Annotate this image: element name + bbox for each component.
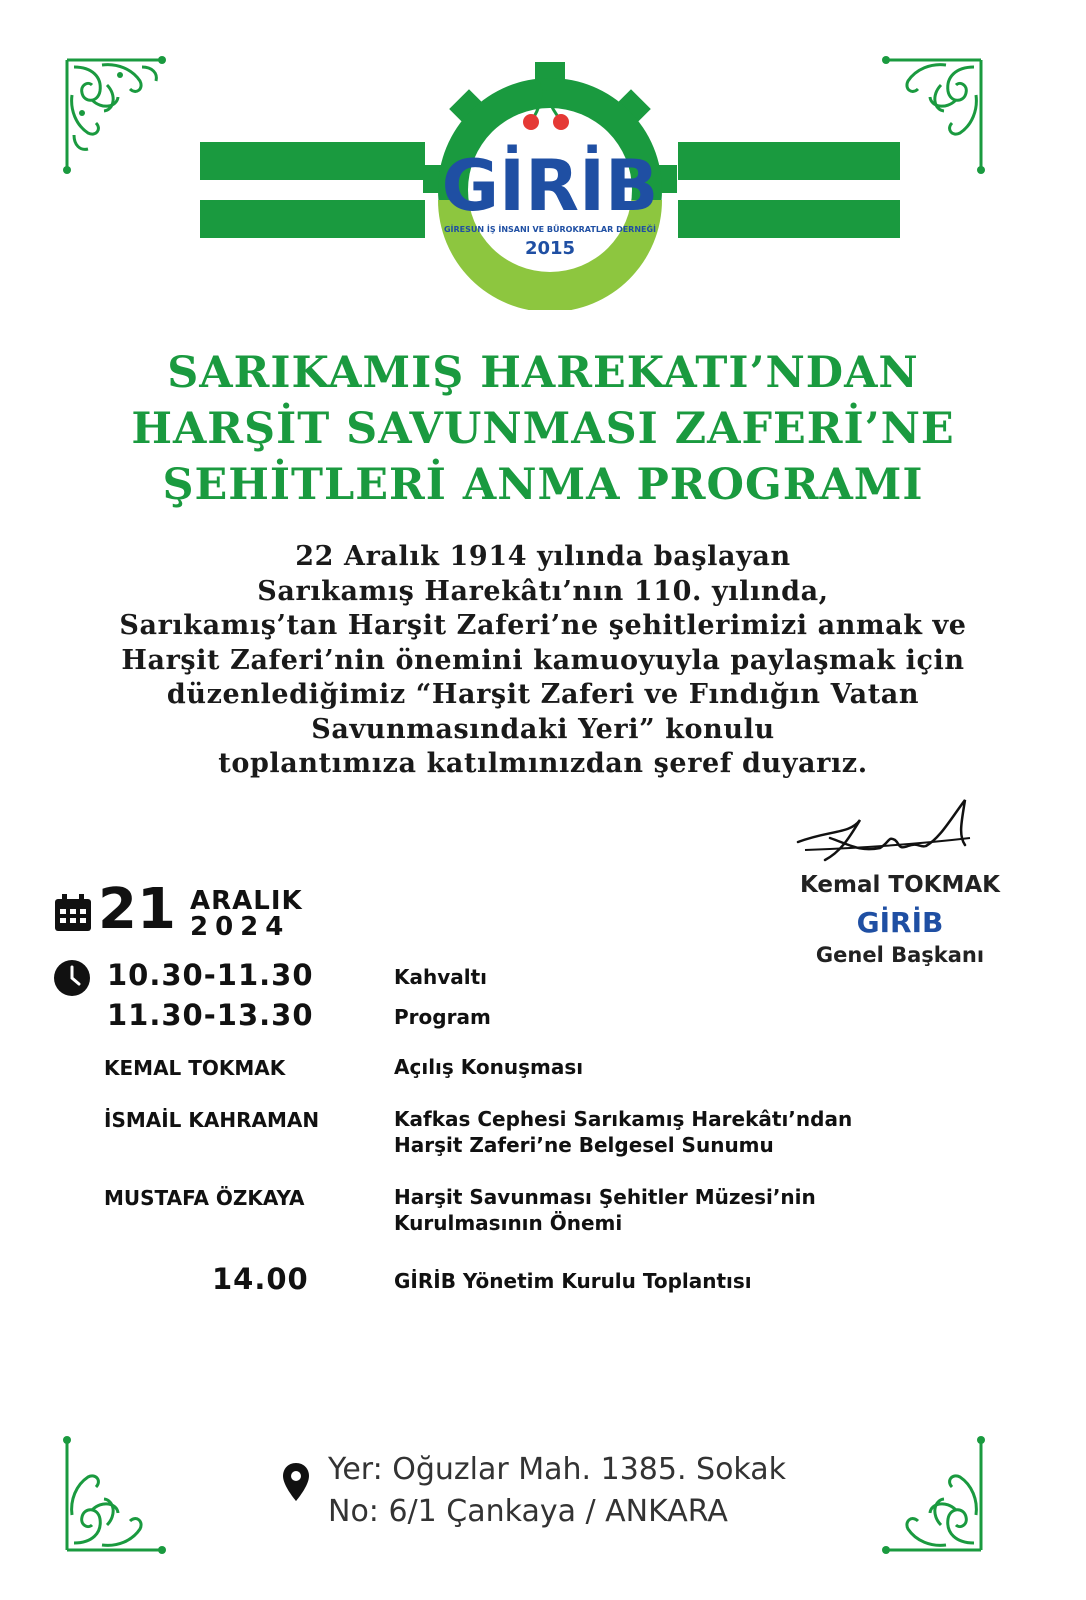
page-title [0, 345, 1086, 513]
speaker-name: MUSTAFA ÖZKAYA [104, 1186, 305, 1210]
clock-icon [53, 959, 91, 997]
logo-banner [200, 60, 900, 310]
girib-logo [415, 60, 685, 310]
speaker-name: İSMAİL KAHRAMAN [104, 1108, 320, 1132]
corner-ornament-bottom-left [62, 1435, 172, 1555]
speaker-topic [394, 1054, 583, 1080]
title-line-2: HARŞİT SAVUNMASI ZAFERİ’NE [131, 404, 955, 454]
schedule-item: Kahvaltı [394, 965, 488, 989]
schedule-time: 11.30-13.30 [107, 998, 314, 1032]
logo-text: GİRİB [441, 145, 659, 227]
right-stripe-top [678, 142, 900, 180]
invitation-line: Savunmasındaki Yeri” konulu [311, 713, 775, 745]
event-day: 21 [98, 877, 176, 942]
corner-ornament-icon [62, 55, 172, 175]
signatory-role: Genel Başkanı [815, 943, 985, 967]
address-line-2: No: 6/1 Çankaya / ANKARA [328, 1494, 728, 1529]
speaker-topic [394, 1106, 852, 1158]
invitation-line: toplantımıza katılmınızdan şeref duyarız. [218, 748, 868, 779]
schedule-time: 10.30-11.30 [107, 958, 314, 992]
final-item: GİRİB Yönetim Kurulu Toplantısı [394, 1269, 752, 1293]
invitation-line: Sarıkamış Harekâtı’nın 110. yılında, [257, 575, 829, 607]
title-line-3: ŞEHİTLERİ ANMA PROGRAMI [162, 460, 924, 510]
speaker-topic-line: Harşit Zaferi’ne Belgesel Sunumu [394, 1133, 774, 1157]
speaker-topic [394, 1184, 816, 1236]
right-stripe-bottom [678, 200, 900, 238]
final-time: 14.00 [212, 1262, 309, 1296]
speaker-topic-line: Kurulmasının Önemi [394, 1211, 623, 1235]
event-year: 2024 [190, 912, 291, 942]
speaker-name: KEMAL TOKMAK [104, 1056, 286, 1080]
signatory-org: GİRİB [856, 906, 944, 939]
logo-year: 2015 [524, 238, 576, 259]
location-pin-icon [282, 1462, 310, 1502]
invitation-line: Sarıkamış’tan Harşit Zaferi’ne şehitlerimizi anmak ve [119, 610, 967, 641]
speaker-topic-line: Açılış Konuşması [394, 1055, 584, 1079]
invitation-line: düzenlediğimiz “Harşit Zaferi ve Fındığın Vatan [166, 679, 920, 710]
corner-ornament-bottom-right [876, 1435, 986, 1555]
speaker-topic-line: Harşit Savunması Şehitler Müzesi’nin [394, 1185, 816, 1209]
handwritten-signature [790, 790, 1010, 870]
left-stripe-bottom [200, 200, 425, 238]
logo-subtitle: GİRESUN İŞ İNSANI VE BÜROKRATLAR DERNEĞİ [443, 225, 657, 234]
title-line-1: SARIKAMIŞ HAREKATI’NDAN [167, 348, 919, 398]
schedule-item: Program [394, 1005, 491, 1029]
event-month: ARALIK [190, 886, 303, 916]
invitation-text [0, 540, 1086, 782]
corner-ornament-top-left [62, 55, 172, 175]
speaker-topic-line: Kafkas Cephesi Sarıkamış Harekâtı’ndan [394, 1107, 853, 1131]
invitation-line: Harşit Zaferi’nin önemini kamuoyuyla paylaşmak için [121, 644, 965, 676]
corner-ornament-icon [62, 1435, 172, 1555]
address-line-1: Yer: Oğuzlar Mah. 1385. Sokak [328, 1452, 787, 1487]
left-stripe-top [200, 142, 425, 180]
signatory-name: Kemal TOKMAK [800, 872, 1000, 898]
invitation-line: 22 Aralık 1914 yılında başlayan [295, 541, 791, 572]
corner-ornament-icon [876, 1435, 986, 1555]
calendar-icon [53, 893, 93, 933]
